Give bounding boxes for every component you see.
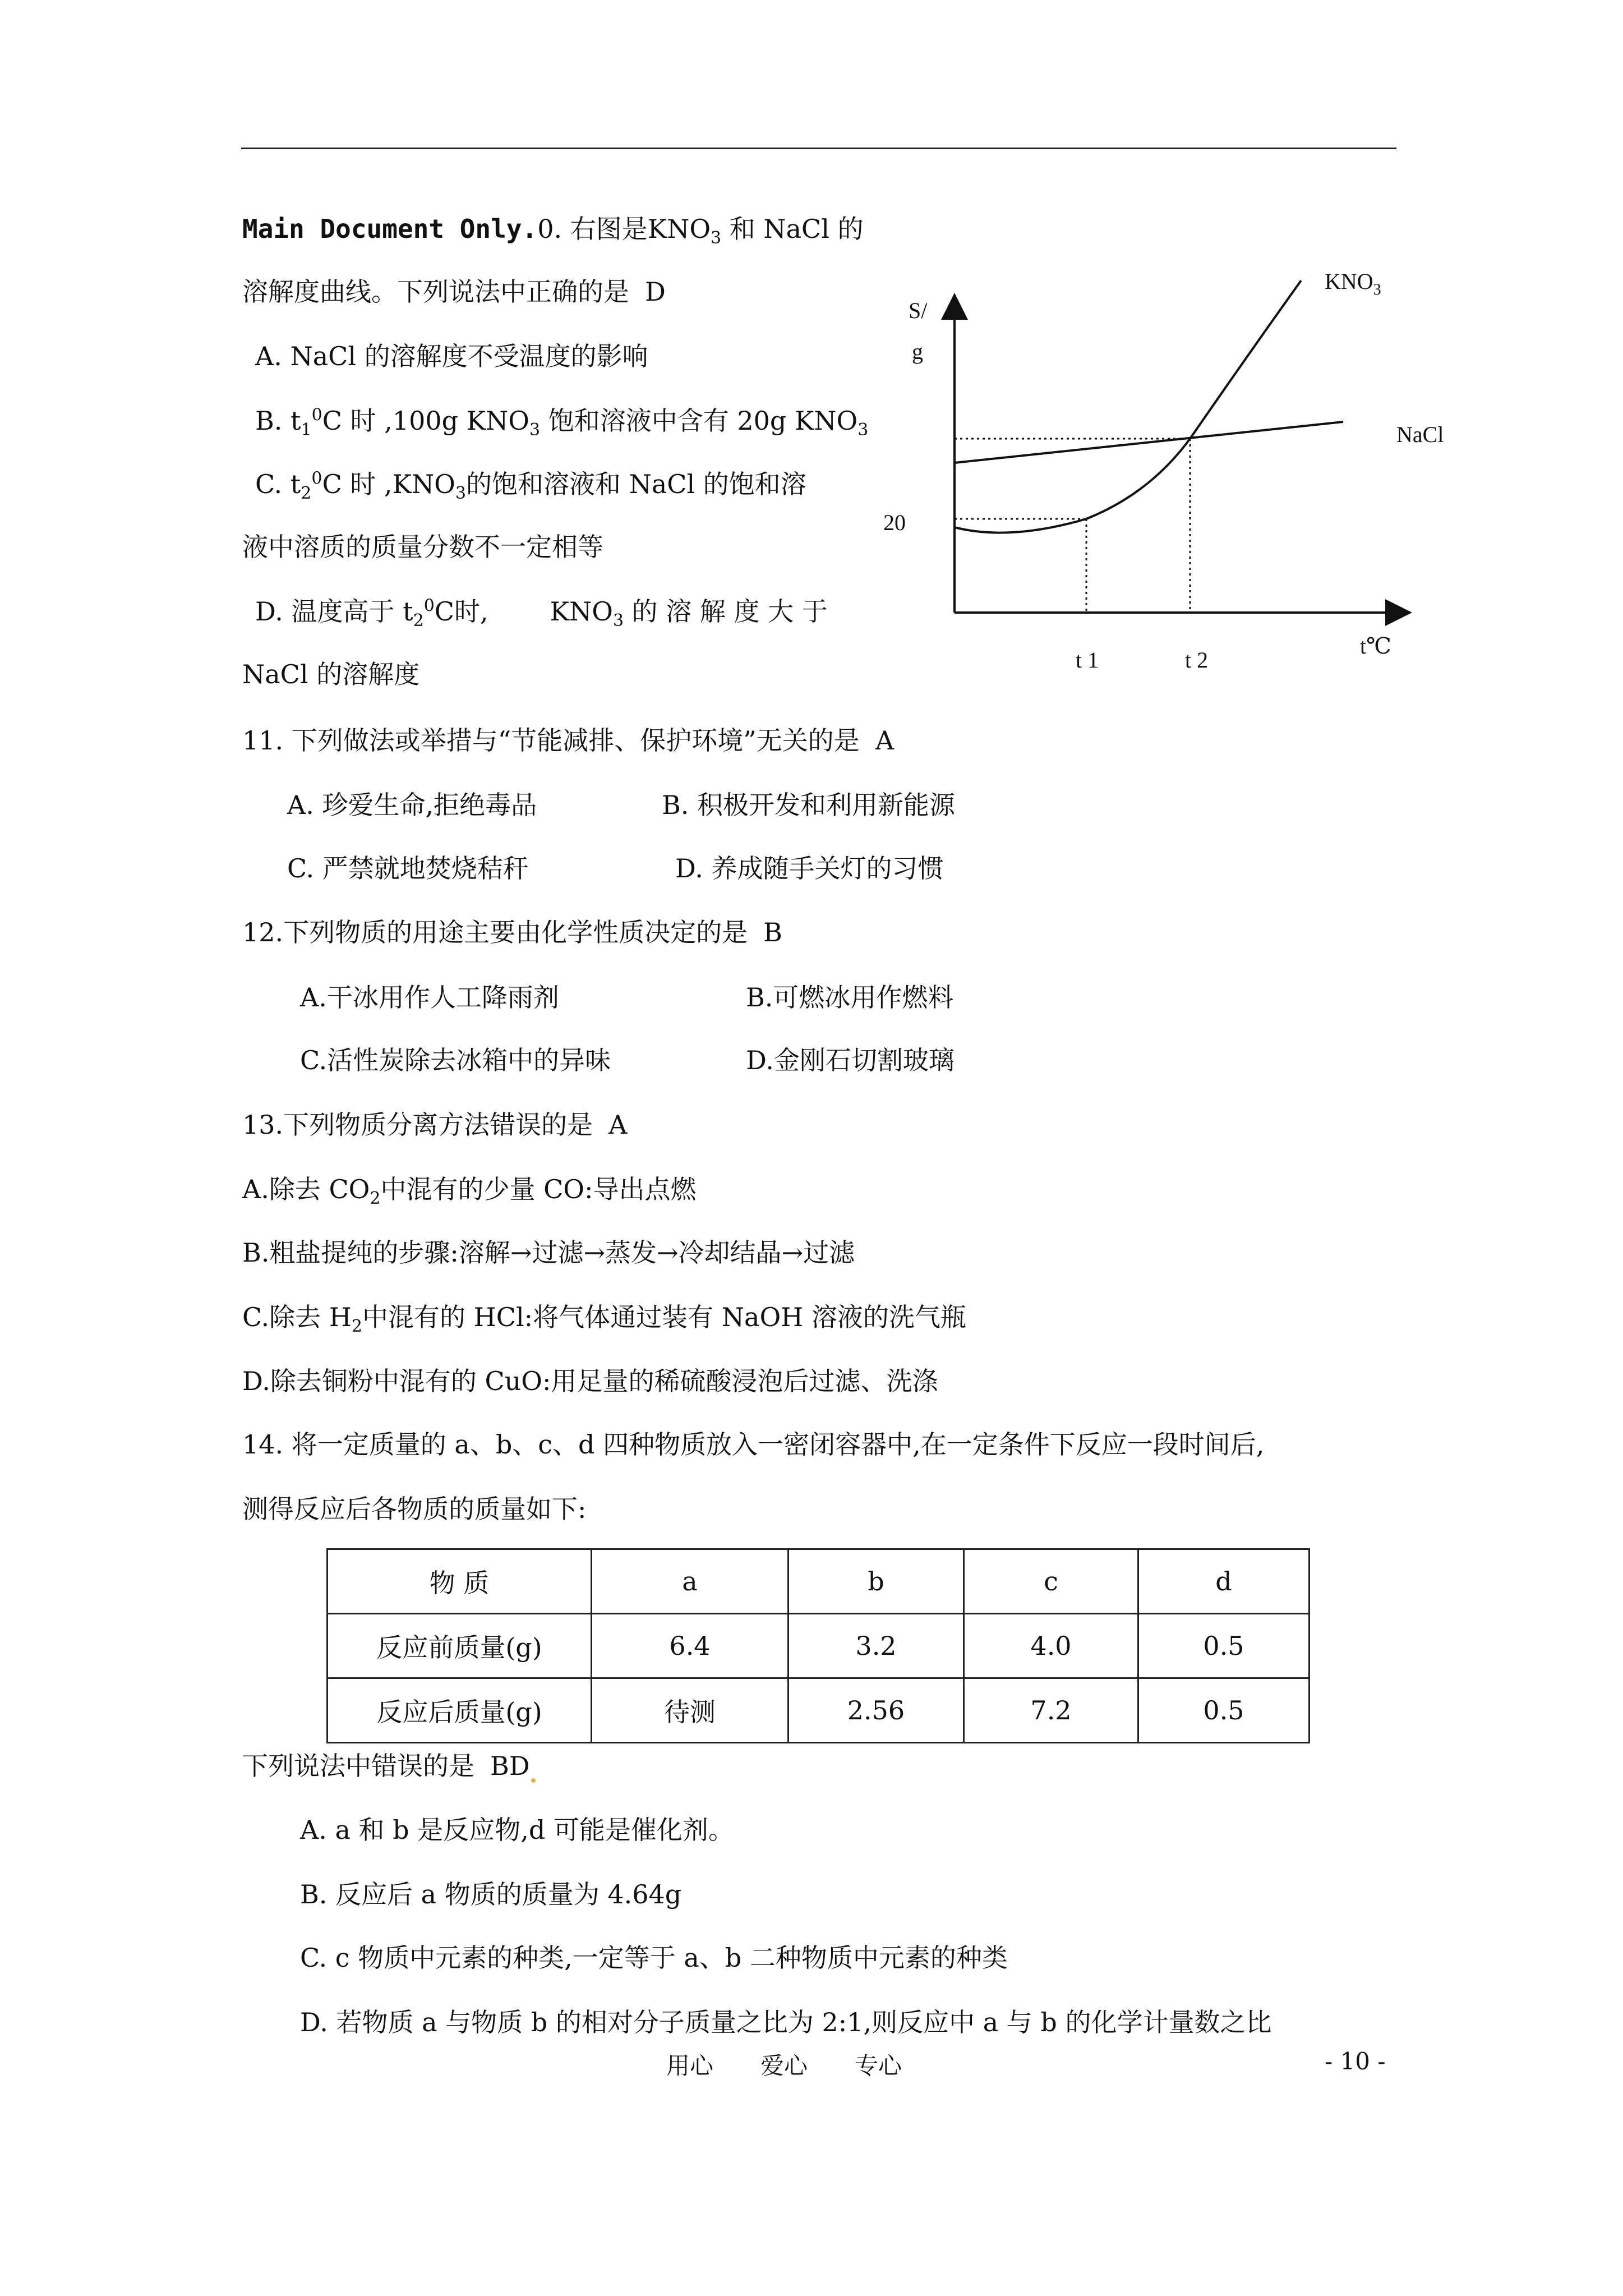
table-header-row xyxy=(328,1549,1310,1614)
q11-answer: A xyxy=(875,725,895,756)
footer-slogan: 用心 爱心 专心 xyxy=(666,2052,902,2079)
kno3-label: $KNO_3$ xyxy=(1325,269,1381,298)
table-cell: 0.5 xyxy=(1138,1614,1310,1678)
q10-line1: Main Document Only.0. 右图是$KNO_3$ 和 NaCl 的 xyxy=(242,214,864,249)
q14-stem-1: 14. 将一定质量的 a、b、c、d 四种物质放入一密闭容器中,在一定条件下反应一段时间后, xyxy=(242,1429,1265,1460)
table-row xyxy=(328,1678,1310,1743)
q13-answer: A xyxy=(608,1110,628,1140)
q14-option-a: A. a 和 b 是反应物,d 可能是催化剂。 xyxy=(300,1815,734,1845)
table-cell: 反应前质量(g) xyxy=(328,1614,592,1678)
table-header-cell: b xyxy=(789,1549,964,1614)
nacl-curve xyxy=(955,422,1343,463)
table-cell: 3.2 xyxy=(789,1614,964,1678)
q11-stem: 11. 下列做法或举措与“节能减排、保护环境”无关的是 A xyxy=(242,725,895,756)
q10-stem: 溶解度曲线。下列说法中正确的是 D xyxy=(242,277,666,307)
table-cell: 6.4 xyxy=(592,1614,789,1678)
y-axis-label-bottom: g xyxy=(912,339,923,364)
solubility-chart xyxy=(883,252,1481,690)
table-cell: 7.2 xyxy=(964,1678,1138,1743)
table-cell: 0.5 xyxy=(1138,1678,1310,1743)
q12-stem: 12.下列物质的用途主要由化学性质决定的是 B xyxy=(242,917,782,947)
nacl-label: NaCl xyxy=(1396,422,1444,447)
q14-after-table: 下列说法中错误的是 BD xyxy=(242,1749,536,1783)
q12-option-c: C.活性炭除去冰箱中的异味 xyxy=(300,1045,611,1075)
table-header-cell: c xyxy=(964,1549,1138,1614)
q14-option-c: C. c 物质中元素的种类,一定等于 a、b 二种物质中元素的种类 xyxy=(300,1943,1008,1973)
q11-option-d: D. 养成随手关灯的习惯 xyxy=(675,853,944,884)
q11-option-a: A. 珍爱生命,拒绝毒品 xyxy=(287,790,537,820)
q13-stem: 13.下列物质分离方法错误的是 A xyxy=(242,1110,628,1140)
q10-option-c: C. $t_2^0C$ 时 $,KNO_3$的饱和溶液和 NaCl 的饱和溶 xyxy=(255,468,806,504)
table-header-cell: 物 质 xyxy=(328,1549,592,1614)
table-header-cell: d xyxy=(1138,1549,1310,1614)
q13-option-b: B.粗盐提纯的步骤:溶解→过滤→蒸发→冷却结晶→过滤 xyxy=(242,1237,855,1268)
q11-option-b: B. 积极开发和利用新能源 xyxy=(662,790,956,820)
q14-answer: BD xyxy=(490,1751,530,1781)
q14-stem-2: 测得反应后各物质的质量如下: xyxy=(242,1494,587,1524)
mass-table xyxy=(326,1548,1310,1743)
y-tick-20: 20 xyxy=(883,510,906,535)
q12-option-b: B.可燃冰用作燃料 xyxy=(746,982,954,1013)
q10-answer: D xyxy=(645,277,666,307)
stray-dot xyxy=(531,1778,536,1783)
q12-answer: B xyxy=(763,917,782,947)
q14-option-b: B. 反应后 a 物质的质量为 4.64g xyxy=(300,1879,682,1910)
q14-option-d: D. 若物质 a 与物质 b 的相对分子质量之比为 2:1,则反应中 a 与 b 的化学计量数之比 xyxy=(300,2007,1272,2037)
q10-option-a: A. NaCl 的溶解度不受温度的影响 xyxy=(255,341,648,371)
q10-option-d: D. 温度高于 $t_2^0C$时, $KNO_3$ 的 溶 解 度 大 于 xyxy=(255,596,828,631)
table-cell: 2.56 xyxy=(789,1678,964,1743)
q10-option-d-cont: NaCl 的溶解度 xyxy=(242,659,420,689)
table-cell: 待测 xyxy=(592,1678,789,1743)
q12-option-a: A.干冰用作人工降雨剂 xyxy=(300,982,559,1013)
header-rule xyxy=(241,148,1396,149)
table-cell: 4.0 xyxy=(964,1614,1138,1678)
q13-option-d: D.除去铜粉中混有的 CuO:用足量的稀硫酸浸泡后过滤、洗涤 xyxy=(242,1366,938,1396)
table-cell: 反应后质量(g) xyxy=(328,1678,592,1743)
x-tick-t1: t 1 xyxy=(1076,647,1099,673)
q13-option-c: C.除去 $H_2$中混有的 HCl:将气体通过装有 NaOH 溶液的洗气瓶 xyxy=(242,1302,966,1337)
q12-option-d: D.金刚石切割玻璃 xyxy=(746,1045,955,1075)
q13-option-a: A.除去 $CO_2$中混有的少量 CO:导出点燃 xyxy=(242,1174,697,1209)
x-axis-label: t℃ xyxy=(1360,633,1391,659)
x-tick-t2: t 2 xyxy=(1185,647,1209,673)
table-header-cell: a xyxy=(592,1549,789,1614)
page-number: - 10 - xyxy=(1325,2047,1386,2075)
kno3-curve xyxy=(955,280,1301,533)
q11-option-c: C. 严禁就地焚烧秸秆 xyxy=(287,853,529,884)
q10-option-b: B. $t_1^0C$ 时 ,100g $KNO_3$ 饱和溶液中含有 20g $KNO_3$ xyxy=(255,405,869,440)
q10-option-c-cont: 液中溶质的质量分数不一定相等 xyxy=(242,532,603,562)
table-row xyxy=(328,1614,1310,1678)
watermark-text: Main Document Only. xyxy=(242,214,538,244)
y-axis-label-top: S/ xyxy=(909,298,928,323)
